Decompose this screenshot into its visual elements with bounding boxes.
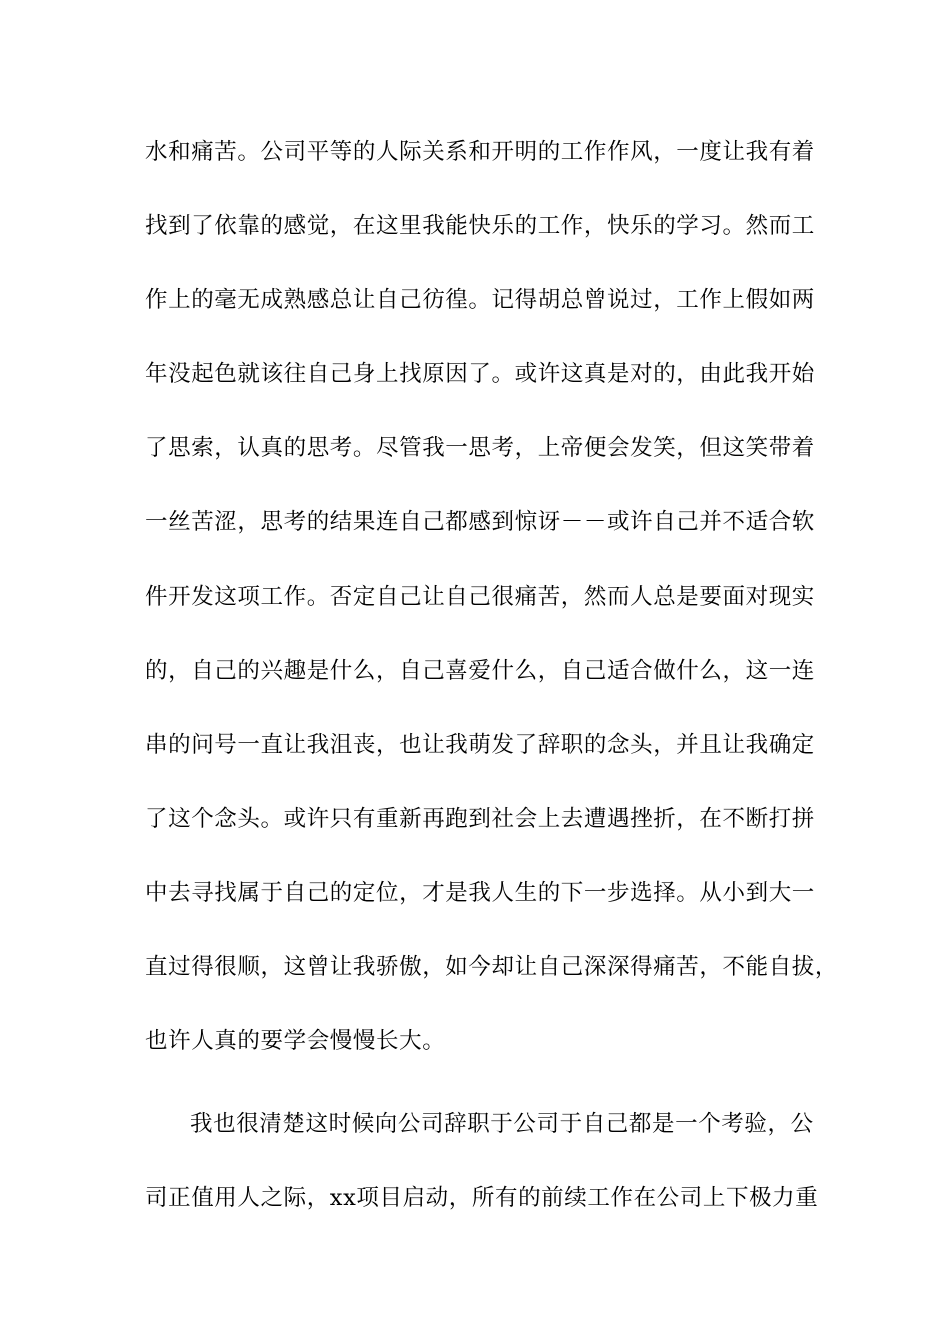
paragraph-2-line-2: 司正值用人之际，xx项目启动，所有的前续工作在公司上下极力重 [145, 1185, 819, 1211]
paragraph-1-line-12: 直过得很顺，这曾让我骄傲，如今却让自己深深得痛苦，不能自拔， [145, 954, 839, 980]
paragraph-1-line-9: 串的问号一直让我沮丧，也让我萌发了辞职的念头，并且让我确定 [145, 732, 815, 758]
paragraph-1-line-13: 也许人真的要学会慢慢长大。 [145, 1028, 446, 1054]
paragraph-1-line-8: 的，自己的兴趣是什么，自己喜爱什么，自己适合做什么，这一连 [145, 658, 815, 684]
paragraph-1-line-2: 找到了依靠的感觉，在这里我能快乐的工作，快乐的学习。然而工 [145, 213, 815, 239]
paragraph-1-line-10: 了这个念头。或许只有重新再跑到社会上去遭遇挫折，在不断打拼 [145, 806, 815, 832]
paragraph-1-line-11: 中去寻找属于自己的定位，才是我人生的下一步选择。从小到大一 [145, 880, 815, 906]
paragraph-1-line-4: 年没起色就该往自己身上找原因了。或许这真是对的，由此我开始 [145, 361, 815, 387]
paragraph-1-line-5: 了思索，认真的思考。尽管我一思考，上帝便会发笑，但这笑带着 [145, 435, 815, 461]
paragraph-1-line-6: 一丝苦涩，思考的结果连自己都感到惊讶－－或许自己并不适合软 [145, 509, 815, 535]
paragraph-1-line-3: 作上的毫无成熟感总让自己彷徨。记得胡总曾说过，工作上假如两 [145, 287, 815, 313]
paragraph-2-line-1: 我也很清楚这时候向公司辞职于公司于自己都是一个考验，公 [190, 1111, 814, 1137]
paragraph-1-line-7: 件开发这项工作。否定自己让自己很痛苦，然而人总是要面对现实 [145, 584, 815, 610]
paragraph-1-line-1: 水和痛苦。公司平等的人际关系和开明的工作作风，一度让我有着 [145, 139, 815, 165]
